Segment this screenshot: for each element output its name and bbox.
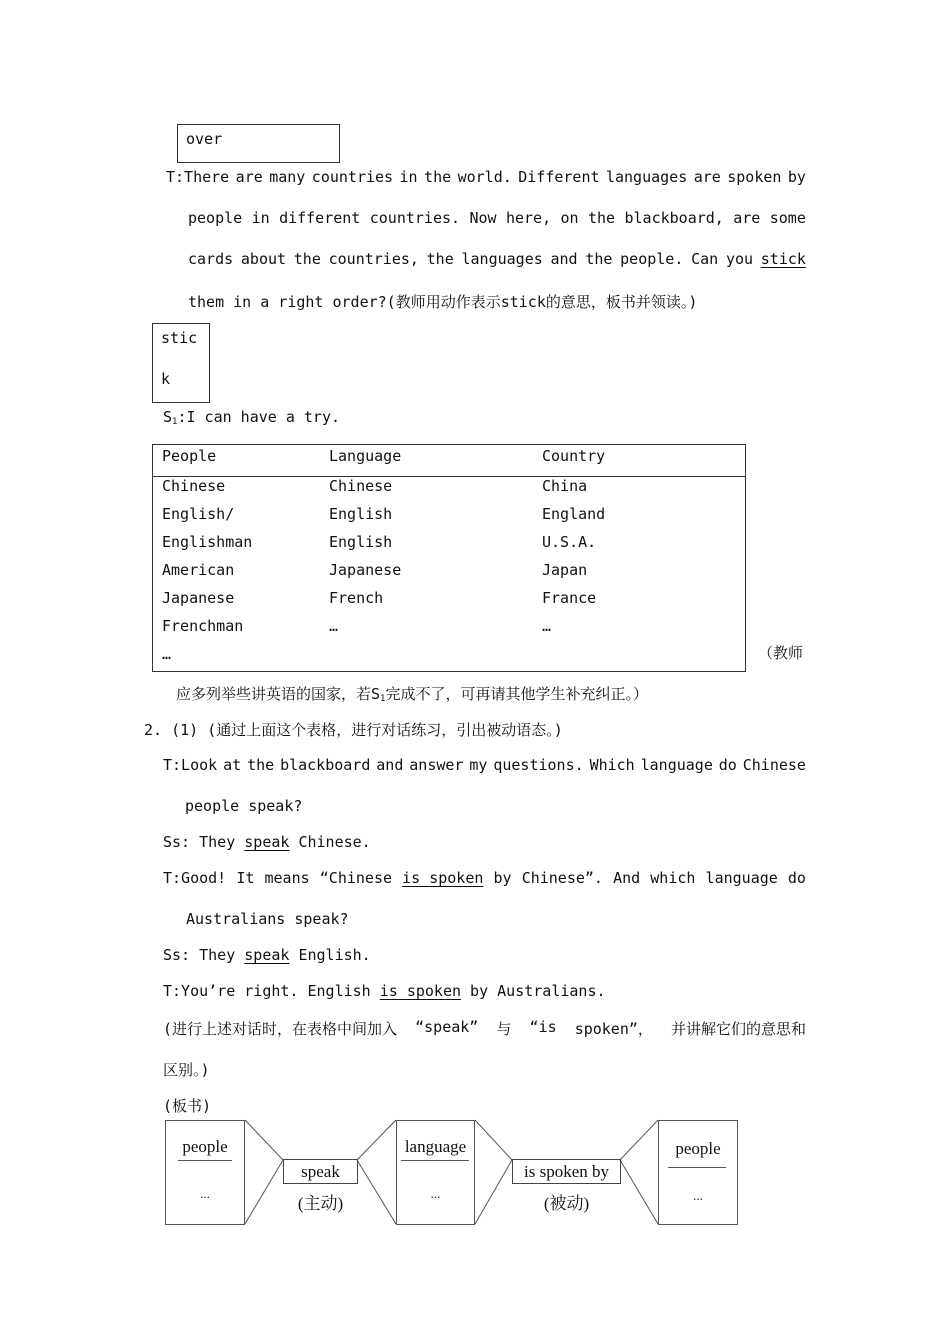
panel2-rule <box>401 1160 469 1161</box>
line1-word: are <box>235 168 263 186</box>
stick-card-text-2: k <box>161 370 171 388</box>
t2-word: language <box>705 869 778 887</box>
table-cell-people: … <box>162 645 172 663</box>
panel1-ellipsis: ... <box>200 1186 210 1201</box>
line1-word: many <box>269 168 306 186</box>
table-cell-language: … <box>329 617 339 635</box>
t1-word: answer <box>409 756 464 774</box>
line2-word: are <box>733 209 761 227</box>
table-header-row <box>153 445 745 477</box>
verb-type-active: (主动) <box>297 1194 344 1213</box>
line1-word: spoken <box>727 168 782 186</box>
panel3-word: people <box>675 1139 721 1158</box>
t2-word: which <box>650 869 696 887</box>
t1-word: the <box>247 756 275 774</box>
line2-word: the <box>588 209 616 227</box>
line2-word: Now <box>469 209 497 227</box>
table-cell-language: Japanese <box>329 561 402 579</box>
t1-word: my <box>469 756 488 774</box>
t2-underlined-phrase: is spoken <box>402 869 484 887</box>
table-cell-country: England <box>542 505 606 523</box>
line1-word: T:There <box>166 168 230 186</box>
table-cell-country: China <box>542 477 588 495</box>
t1-word: Which <box>589 756 635 774</box>
table-cell-language: English <box>329 505 393 523</box>
line1-word: languages <box>605 168 688 186</box>
t1-word: and <box>376 756 404 774</box>
note1-word: “is <box>529 1018 557 1036</box>
panel3-rule <box>668 1167 726 1168</box>
line2-word: people <box>188 209 243 227</box>
line3-word: countries, <box>328 250 419 268</box>
t2-word: “Chinese <box>319 869 393 887</box>
board-label: (板书) <box>163 1097 212 1115</box>
table-cell-country: U.S.A. <box>542 533 597 551</box>
t1-word: do <box>718 756 737 774</box>
t1-word: questions. <box>493 756 584 774</box>
over-card-text: over <box>186 130 223 148</box>
line3-word: about <box>240 250 287 268</box>
connector-3 <box>475 1120 512 1224</box>
line3-word: people. <box>620 250 684 268</box>
intro-line-4: them in a right order?(教师用动作表示stick的意思，板书并领读。) <box>188 293 698 311</box>
line3-word: the <box>293 250 321 268</box>
dialog-ss1: Ss: They speak Chinese. <box>163 833 371 851</box>
verb-box-speak: speak <box>283 1159 358 1184</box>
panel1-word: people <box>182 1137 228 1156</box>
header-country: Country <box>542 447 606 465</box>
table-cell-people: Japanese <box>162 589 235 607</box>
table-cell-people: Englishman <box>162 533 253 551</box>
panel1-rule <box>178 1160 232 1161</box>
note1-word: (进行上述对话时，在表格中间加入 <box>163 1020 398 1038</box>
header-language: Language <box>329 447 402 465</box>
diagram-panel-people-2 <box>658 1120 738 1225</box>
line3-word: the <box>585 250 613 268</box>
line2-word: blackboard, <box>624 209 724 227</box>
line2-word: some <box>769 209 806 227</box>
table-cell-people: Chinese <box>162 477 226 495</box>
header-people: People <box>162 447 217 465</box>
line3-word: languages <box>461 250 543 268</box>
table-cell-people: English/ <box>162 505 235 523</box>
diagram-panel-language <box>396 1120 475 1225</box>
panel2-word: language <box>404 1137 467 1156</box>
line3-word: the <box>426 250 454 268</box>
stick-card-text-1: stic <box>161 329 198 347</box>
connector-2 <box>357 1120 396 1224</box>
table-cell-country: France <box>542 589 597 607</box>
line3-underlined-word: stick <box>760 250 806 268</box>
line2-word: here, <box>505 209 552 227</box>
diagram-panel-people-1 <box>165 1120 245 1225</box>
teacher-note-line-2: 区别。) <box>163 1061 210 1079</box>
people-language-country-table <box>152 444 746 672</box>
connector-1 <box>245 1120 283 1224</box>
panel3-ellipsis: ... <box>693 1188 703 1203</box>
line1-word: the <box>424 168 452 186</box>
table-cell-language: French <box>329 589 384 607</box>
t2-word: by <box>493 869 512 887</box>
note1-word: spoken”， <box>574 1020 653 1038</box>
intro-line-2 <box>188 209 806 227</box>
section-2-heading: 2. (1) (通过上面这个表格，进行对话练习，引出被动语态。) <box>144 721 563 739</box>
line1-word: Different <box>518 168 600 186</box>
t1-word: Chinese <box>742 756 806 774</box>
verb-box-is-spoken-by: is spoken by <box>512 1159 621 1184</box>
connector-4 <box>620 1120 658 1224</box>
teacher-note-line-1 <box>163 1018 806 1039</box>
t2-word: means <box>264 869 310 887</box>
line2-word: countries. <box>369 209 461 227</box>
line2-word: different <box>279 209 361 227</box>
table-cell-people: Frenchman <box>162 617 244 635</box>
t1-word: blackboard <box>280 756 371 774</box>
note1-word: 并讲解它们的意思和 <box>670 1020 806 1038</box>
table-cell-language: Chinese <box>329 477 393 495</box>
t2-word: do <box>787 869 806 887</box>
t1-word: at <box>223 756 242 774</box>
dialog-t3: T:You’re right. English is spoken by Australians. <box>163 982 606 1000</box>
verb-type-passive: (被动) <box>543 1194 590 1213</box>
dialog-t1 <box>163 756 806 774</box>
note-right: （教师 <box>758 644 804 662</box>
line2-word: on <box>560 209 579 227</box>
stick-card <box>152 323 210 403</box>
intro-line-1 <box>166 168 806 186</box>
note-line: 应多列举些讲英语的国家，若$S_1$完成不了，可再请其他学生补充纠正。） <box>176 685 648 704</box>
t2-word: Chinese”. <box>521 869 603 887</box>
dialog-t1-cont: people speak? <box>185 797 303 815</box>
table-cell-country: … <box>542 617 552 635</box>
t2-word: It <box>236 869 255 887</box>
intro-line-3 <box>188 250 806 268</box>
s1-line: $S_1:I$ can have a try. <box>163 408 341 427</box>
note1-word: 与 <box>496 1020 512 1038</box>
t2-word: And <box>613 869 641 887</box>
line2-word: in <box>251 209 270 227</box>
panel2-ellipsis: ... <box>430 1186 441 1201</box>
line1-word: are <box>693 168 721 186</box>
dialog-ss2: Ss: They speak English. <box>163 946 371 964</box>
line1-word: countries <box>311 168 394 186</box>
line1-word: by <box>787 168 806 186</box>
line3-word: cards <box>188 250 234 268</box>
line3-word: Can <box>691 250 719 268</box>
line3-word: and <box>550 250 578 268</box>
note1-word: “speak” <box>415 1018 479 1036</box>
dialog-t2 <box>163 869 806 887</box>
table-cell-people: American <box>162 561 235 579</box>
line1-word: world. <box>457 168 512 186</box>
dialog-t2-cont: Australians speak? <box>186 910 349 928</box>
over-card <box>177 124 340 163</box>
t1-word: language <box>640 756 713 774</box>
table-cell-language: English <box>329 533 393 551</box>
line1-word: in <box>399 168 418 186</box>
t2-word: T:Good! <box>163 869 227 887</box>
line3-word: you <box>725 250 754 268</box>
table-cell-country: Japan <box>542 561 588 579</box>
t1-word: T:Look <box>163 756 218 774</box>
